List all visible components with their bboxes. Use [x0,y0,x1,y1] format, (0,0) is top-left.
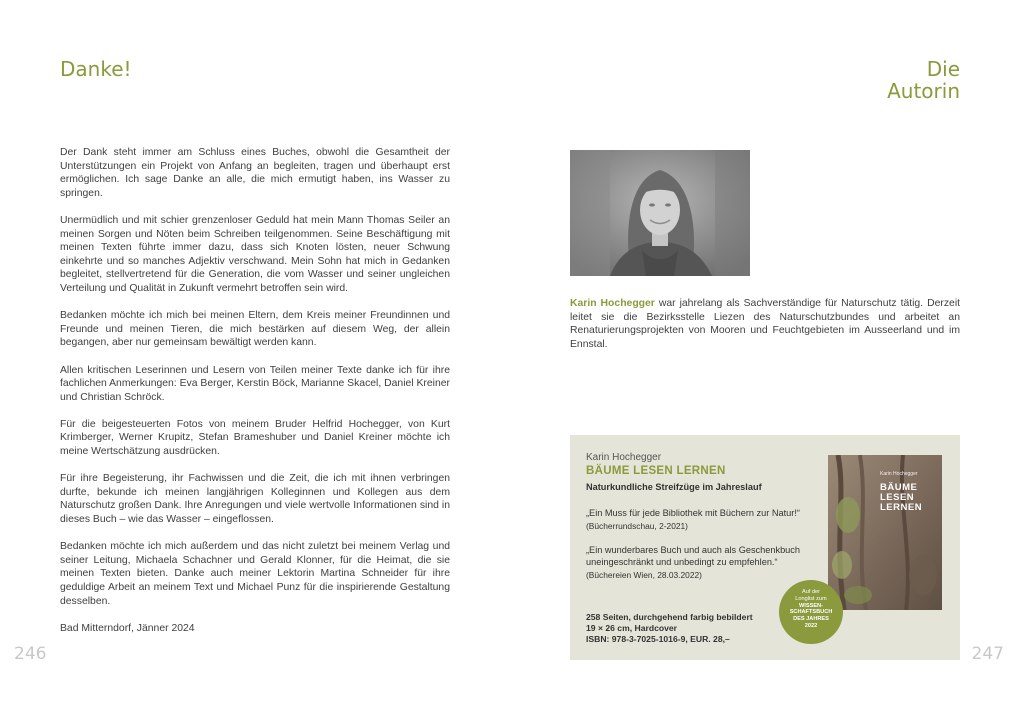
bio-text: war jahrelang als Sachverständige für Naturschutz tätig. Derzeit leitet sie die Bezirksstelle Liezen des Naturschutzbundes und arbeitet an Renaturierungsprojekten von Mooren und Feuchtgebieten im Ausseerland und im Ennstal. [570,298,961,350]
paragraph: Unermüdlich und mit schier grenzenloser Geduld hat mein Mann Thomas Seiler an meinen Sorgen und Nöten beim Schreiben teilgenommen. Seine Beschäftigung mit meinen Texten führte immer dazu, dass sich Knoten lösten, neuer Schwung einkehrte und so manches Adjektiv verschwand. Mein Sohn hat mich in Gedanken begleitet, stellvertretend für die Generation, die vom Wasser und seiner ungleichen Verteilung und Qualität in Zukunft vermehrt betroffen sein wird. [60,214,450,294]
book-promo-box [570,435,960,660]
right-page [510,0,1020,720]
book-cover-image [828,455,942,610]
review-quote [586,544,816,581]
cover-title-line: BÄUME [880,482,918,493]
page-heading-author [887,58,960,102]
badge-line: DES JAHRES [793,616,829,623]
review-quote [586,507,816,532]
thanks-text [60,146,450,649]
spec-line: 258 Seiten, durchgehend farbig bebildert [586,612,753,622]
page-number-left: 246 [14,644,47,664]
cover-title [880,483,922,513]
cover-author: Karin Hochegger [880,471,918,477]
badge-line: SCHAFTSBUCH [789,609,833,616]
paragraph: Der Dank steht immer am Schluss eines Buches, obwohl die Gesamtheit der Unterstützungen ein Projekt von Anfang an begleiten, tragen und überhaupt erst ermöglichen. Ich sage Danke an alle, die mich ermutigt haben, ins Wasser zu springen. [60,147,450,199]
quote-text: „Ein Muss für jede Bibliothek mit Büchern zur Natur!“ [586,508,800,518]
book-specs [586,612,753,644]
promo-author: Karin Hochegger [586,452,662,463]
page-number-right: 247 [971,644,1004,664]
heading-line: Autorin [887,79,960,103]
paragraph: Bedanken möchte ich mich außerdem und das nicht zuletzt bei meinem Verlag und seiner Leitung, Michaela Schachner und Gerald Klonner, für die Heimat, die sie meinen Texten bieten. Danke auch meiner Lektorin Martina Schneider für ihre geduldige Arbeit an meinem Text und Michael Punz für die inspirierende Gestaltung desselben. [60,541,450,607]
badge-line: Auf der [801,589,821,595]
spec-line: 19 × 26 cm, Hardcover [586,622,678,633]
badge-line: WISSEN- [799,602,823,609]
promo-book-subtitle: Naturkundliche Streifzüge im Jahreslauf [586,482,762,492]
paragraph: Allen kritischen Leserinnen und Lesern von Teilen meiner Texte danke ich für ihre fachlichen Anmerkungen: Eva Berger, Kerstin Böck, Marianne Skacel, Daniel Kreiner und Christian Schröck. [60,364,450,403]
quote-text: „Ein wunderbares Buch und auch als Geschenkbuch uneingeschränkt und unbedingt zu empfehlen.“ [586,545,800,567]
spec-line: ISBN: 978-3-7025-1016-9, EUR. 28,– [586,633,730,644]
author-name: Karin Hochegger [570,298,655,309]
signature-line: Bad Mitterndorf, Jänner 2024 [60,622,195,634]
paragraph: Bedanken möchte ich mich bei meinen Eltern, dem Kreis meiner Freundinnen und Freunde und meinen Tieren, die mich bestärken auf diesem Weg, der allein begangen, aber nur gemeinsam bewältigt werden kann. [60,310,450,349]
cover-title-line: LESEN [880,492,915,503]
author-photo [570,150,750,276]
badge-line: 2022 [804,622,818,629]
promo-book-title: BÄUME LESEN LERNEN [586,465,726,477]
quote-source: (Bücherrundschau, 2-2021) [586,521,688,531]
heading-line: Die [926,57,960,81]
longlist-badge [779,580,843,644]
paragraph: Für die beigesteuerten Fotos von meinem Bruder Helfrid Hochegger, von Kurt Krimberger, Werner Krupitz, Stefan Brameshuber und Daniel Kreiner möchte ich meine Wertschätzung ausdrücken. [60,418,450,458]
cover-title-line: LERNEN [880,502,923,513]
author-bio [570,297,960,351]
badge-line: Longlist zum [795,595,827,602]
page-heading-thanks: Danke! [60,57,132,81]
paragraph: Für ihre Begeisterung, ihr Fachwissen und die Zeit, die ich mit ihnen verbringen durfte, bekunde ich meinen langjährigen Kolleginnen und Kollegen aus dem Naturschutz großen Dank. Ihre Anregungen und viele wertvolle Informationen sind in dieses Buch – wie das Wasser – eingeflossen. [60,473,450,526]
quote-source: (Büchereien Wien, 28.03.2022) [586,570,702,580]
